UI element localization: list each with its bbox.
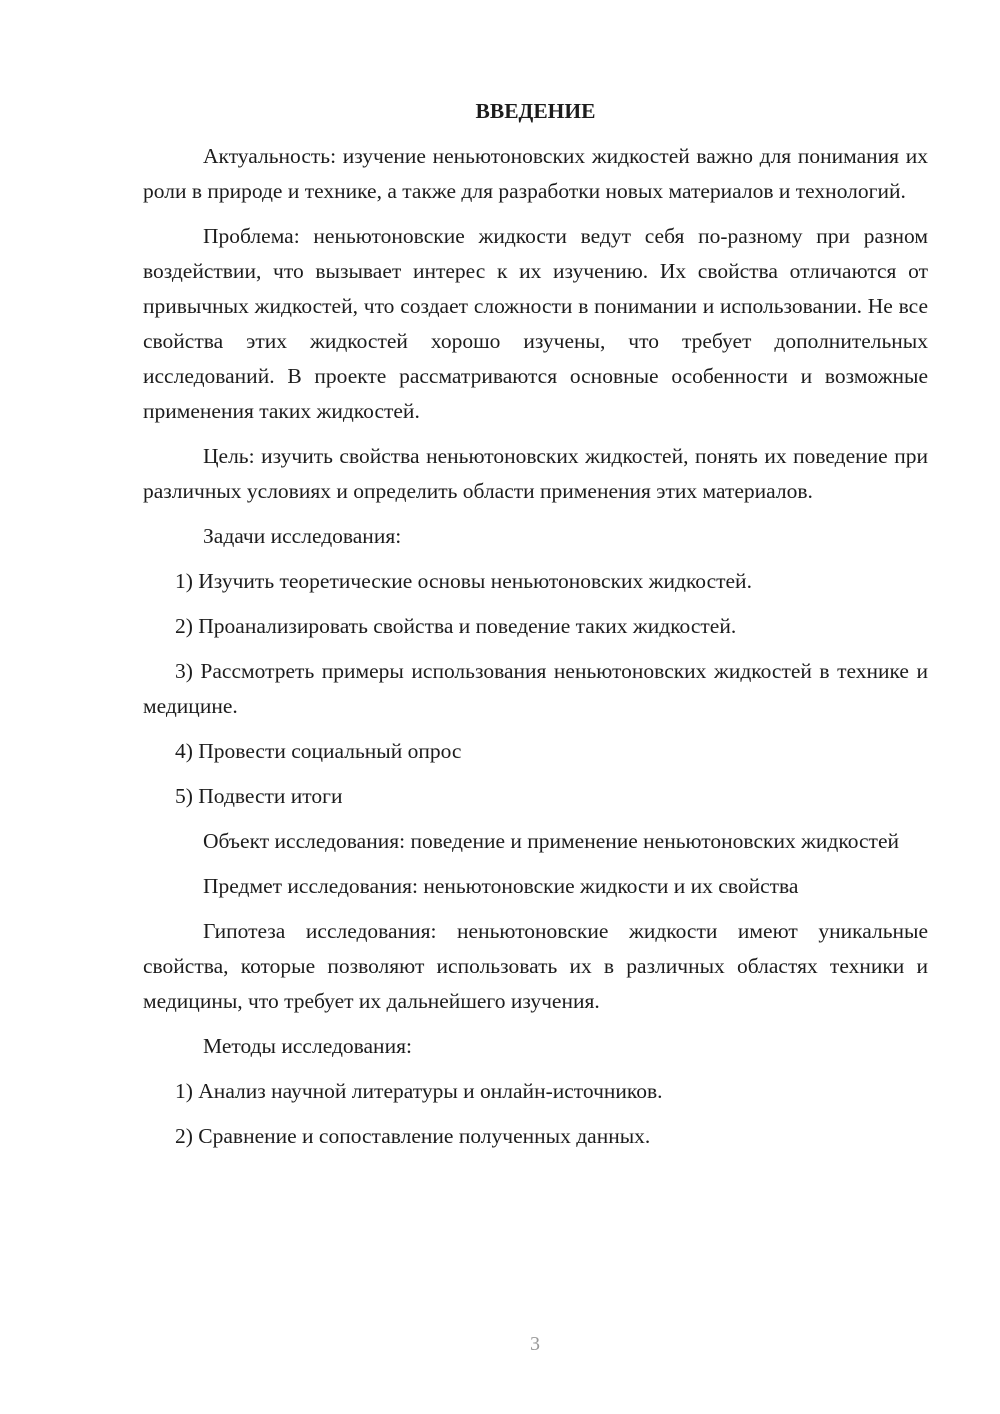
methods-heading: Методы исследования: [203, 1034, 412, 1058]
task-item-2: 2) Проанализировать свойства и поведение таких жидкостей. [175, 614, 737, 638]
task-item-3: 3) Рассмотреть примеры использования неньютоновских жидкостей в технике и медицине. [143, 659, 928, 718]
method-item-2: 2) Сравнение и сопоставление полученных данных. [175, 1124, 651, 1148]
paragraph-object: Объект исследования: поведение и применение неньютоновских жидкостей [203, 829, 899, 853]
page-number: 3 [530, 1333, 540, 1355]
page-title: ВВЕДЕНИЕ [475, 99, 596, 123]
paragraph-goal: Цель: изучить свойства неньютоновских жидкостей, понять их поведение при различных условиях и определить области применения этих материалов. [143, 444, 928, 503]
task-item-1: 1) Изучить теоретические основы неньютоновских жидкостей. [175, 569, 752, 593]
paragraph-problem: Проблема: неньютоновские жидкости ведут себя по-разному при разном воздействии, что вызывает интерес к их изучению. Их свойства отличаются от привычных жидкостей, что создает сложности в понимании и использовании. Не все свойства этих жидкостей хорошо изучены, что требует дополнительных исследований. В проекте рассматриваются основные особенности и возможные применения таких жидкостей. [143, 224, 928, 423]
page-body [143, 94, 928, 1164]
task-item-5: 5) Подвести итоги [175, 784, 343, 808]
paragraph-subject: Предмет исследования: неньютоновские жидкости и их свойства [203, 874, 799, 898]
tasks-heading: Задачи исследования: [203, 524, 402, 548]
method-item-1: 1) Анализ научной литературы и онлайн-источников. [175, 1079, 663, 1103]
paragraph-relevance: Актуальность: изучение неньютоновских жидкостей важно для понимания их роли в природе и технике, а также для разработки новых материалов и технологий. [143, 144, 928, 203]
task-item-4: 4) Провести социальный опрос [175, 739, 462, 763]
paragraph-hypothesis: Гипотеза исследования: неньютоновские жидкости имеют уникальные свойства, которые позволяют использовать их в различных областях техники и медицины, что требует их дальнейшего изучения. [143, 919, 928, 1013]
